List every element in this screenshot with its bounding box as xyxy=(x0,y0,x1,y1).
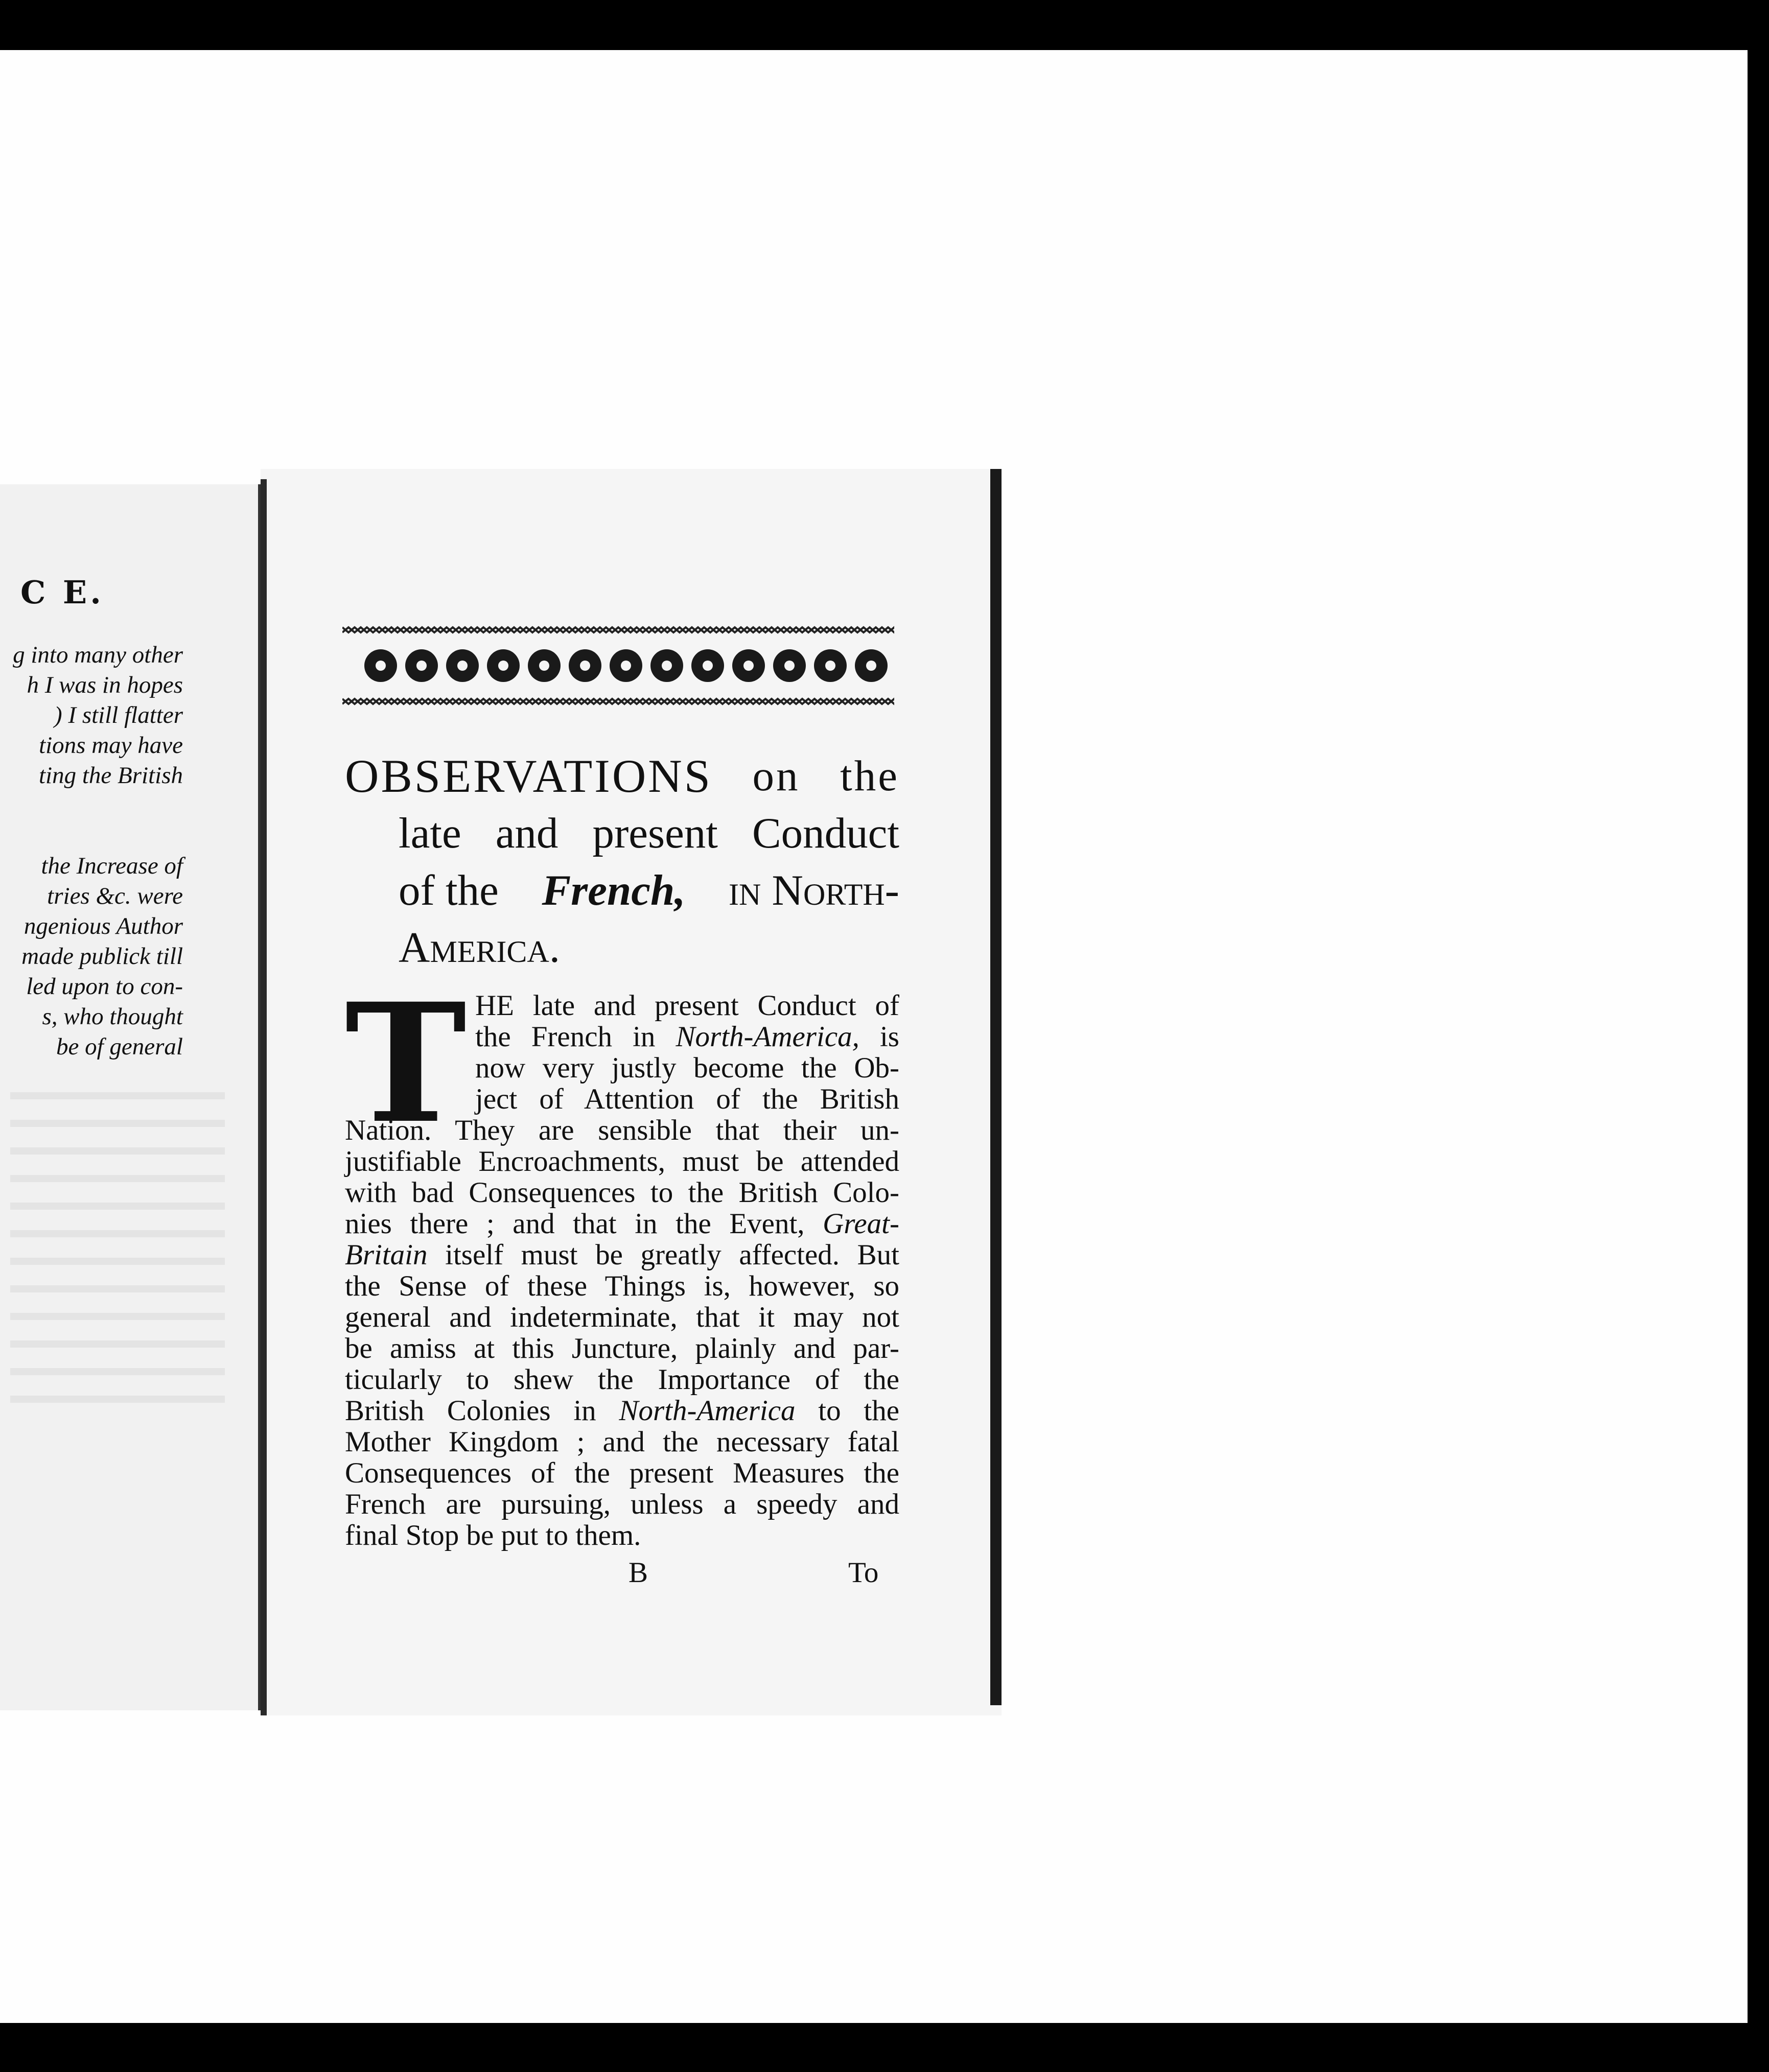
left-line: made publick till xyxy=(21,943,183,970)
left-line: g into many other xyxy=(13,642,183,668)
left-page-fragment xyxy=(0,484,263,1710)
catchword: To xyxy=(848,1557,879,1589)
title-word: of the xyxy=(399,866,499,914)
title-line-1 xyxy=(345,747,899,805)
body-line: be amiss at this Juncture, plainly and par- xyxy=(345,1332,899,1364)
left-line: s, who thought xyxy=(42,1003,183,1030)
rosette-center xyxy=(784,661,795,671)
drop-cap-initial: T xyxy=(345,968,467,1160)
gutter-shadow xyxy=(261,479,267,1715)
body-line: the French in North-America, is xyxy=(475,1021,899,1053)
rosette-center xyxy=(539,661,549,671)
body-line: Nation. They are sensible that their un- xyxy=(345,1114,899,1146)
signature-mark: B xyxy=(629,1557,648,1589)
body-paragraph xyxy=(345,990,899,1551)
rosette-center xyxy=(457,661,468,671)
left-line: be of general xyxy=(56,1033,183,1060)
left-line: tions may have xyxy=(39,732,183,759)
rosette-center xyxy=(580,661,590,671)
left-text-block-1 xyxy=(0,640,183,791)
title-word: late xyxy=(399,809,461,857)
body-line: now very justly become the Ob- xyxy=(475,1052,899,1084)
left-line: led upon to con- xyxy=(26,973,183,1000)
left-line: ) I still flatter xyxy=(54,702,183,728)
body-line: with bad Consequences to the British Colo- xyxy=(345,1176,899,1209)
body-line: French are pursuing, unless a speedy and xyxy=(345,1488,899,1520)
rosette-center xyxy=(376,661,386,671)
body-line: Mother Kingdom ; and the necessary fatal xyxy=(345,1426,899,1458)
left-page-heading: C E. xyxy=(20,574,104,611)
title-word: present xyxy=(592,809,718,857)
title-word: and xyxy=(495,809,558,857)
title-line-4: America. xyxy=(399,924,560,972)
left-line: ting the British xyxy=(39,762,183,789)
title-word: OBSERVATIONS xyxy=(345,750,712,802)
body-line: Consequences of the present Measures the xyxy=(345,1457,899,1489)
body-line: justifiable Encroachments, must be attended xyxy=(345,1145,899,1178)
title-word: the xyxy=(840,752,899,800)
scan-sheet xyxy=(0,50,1748,2023)
body-line: British Colonies in North-America to the xyxy=(345,1395,899,1427)
body-line: the Sense of these Things is, however, so xyxy=(345,1270,899,1302)
title-word-french: French, xyxy=(542,866,686,914)
left-line: h I was in hopes xyxy=(27,672,183,698)
body-line: Britain itself must be greatly affected. But xyxy=(345,1239,899,1271)
body-line: nies there ; and that in the Event, Great- xyxy=(345,1208,899,1240)
right-page xyxy=(261,469,1002,1715)
body-line: general and indeterminate, that it may not xyxy=(345,1301,899,1333)
title-line-3 xyxy=(345,862,899,919)
left-line: the Increase of xyxy=(41,853,183,879)
rosette-center xyxy=(866,661,876,671)
body-line: final Stop be put to them. xyxy=(345,1519,641,1551)
rosette-center xyxy=(416,661,427,671)
title-word: Conduct xyxy=(752,809,899,857)
rosette-center xyxy=(825,661,835,671)
title-word: in North- xyxy=(729,866,899,914)
rosette-center xyxy=(703,661,713,671)
page-edge-shadow xyxy=(990,469,1002,1705)
left-line: ngenious Author xyxy=(24,913,183,939)
rosette-center xyxy=(621,661,631,671)
title-line-2 xyxy=(345,805,899,862)
rosette-center xyxy=(662,661,672,671)
faint-show-through-text xyxy=(10,1072,225,1583)
page-title xyxy=(345,747,899,976)
decorative-headpiece-ornament xyxy=(342,622,894,709)
body-line: ject of Attention of the British xyxy=(475,1083,899,1115)
title-word: on xyxy=(752,752,800,800)
body-line: HE late and present Conduct of xyxy=(475,990,899,1022)
left-line: tries &c. were xyxy=(47,883,183,909)
rosette-center xyxy=(743,661,754,671)
left-text-block-2 xyxy=(0,851,183,1062)
body-line: ticularly to shew the Importance of the xyxy=(345,1363,899,1396)
rosette-center xyxy=(498,661,508,671)
